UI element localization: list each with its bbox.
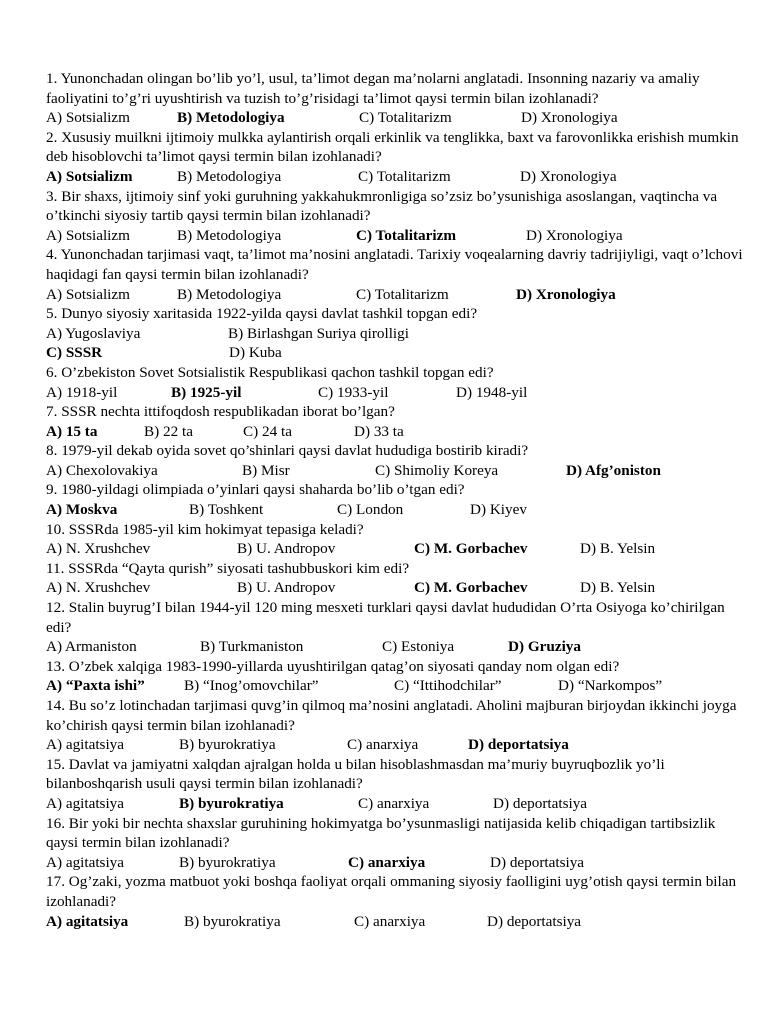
answer-option: A) Chexolovakiya (46, 461, 158, 479)
correct-answer-option: D) deportatsiya (468, 736, 569, 754)
question-text: 4. Yunonchadan tarjimasi vaqt, ta’limot ma’nosini anglatadi. Tarixiy voqealarning davriy tadrijiyligi, vaqt o’lchovi haqidagi fan qaysi termin bilan izohlanadi? (46, 246, 743, 283)
answer-option: C) 1933-yil (318, 383, 389, 401)
answer-option: A) agitatsiya (46, 794, 125, 812)
question-text: 9. 1980-yildagi olimpiada o’yinlari qaysi shaharda bo’lib o’tgan edi? (46, 481, 465, 499)
question-text: 6. O’zbekiston Sovet Sotsialistik Respublikasi qachon tashkil topgan edi? (46, 363, 494, 381)
answer-option: C) anarxiya (358, 794, 430, 812)
answer-option: B) “Inog’omovchilar” (184, 677, 319, 695)
correct-answer-option: D) Afg’oniston (566, 461, 661, 479)
answer-option: B) Metodologiya (177, 285, 282, 303)
answer-option: B) byurokratiya (179, 736, 276, 754)
answer-option: A) 1918-yil (46, 383, 118, 401)
test-document (46, 69, 746, 931)
answer-options (46, 383, 746, 403)
answer-options (46, 578, 746, 598)
answer-options (46, 637, 746, 657)
answer-option: D) B. Yelsin (580, 579, 656, 597)
answer-option: D) Xronologiya (526, 226, 623, 244)
answer-option: A) agitatsiya (46, 736, 125, 754)
answer-options (46, 912, 746, 932)
answer-option: D) 33 ta (354, 422, 404, 440)
question-text: 7. SSSR nechta ittifoqdosh respublikadan iborat bo’lgan? (46, 403, 395, 421)
answer-option: A) N. Xrushchev (46, 540, 151, 558)
answer-options (46, 108, 746, 128)
correct-answer-option: A) Moskva (46, 501, 118, 519)
answer-option: D) Kuba (229, 344, 282, 362)
answer-option: B) U. Andropov (237, 540, 336, 558)
answer-options (46, 735, 746, 755)
answer-option: D) “Narkompos” (558, 677, 663, 695)
answer-options (46, 285, 746, 305)
correct-answer-option: C) SSSR (46, 344, 103, 362)
answer-options (46, 167, 746, 187)
correct-answer-option: C) Totalitarizm (356, 226, 456, 244)
answer-option: D) Xronologiya (520, 167, 617, 185)
correct-answer-option: C) anarxiya (348, 853, 426, 871)
answer-option: D) deportatsiya (490, 853, 585, 871)
answer-options (46, 324, 746, 344)
answer-option: C) Totalitarizm (358, 167, 451, 185)
question-text: 3. Bir shaxs, ijtimoiy sinf yoki guruhning yakkahukmronligiga so’zsiz bo’ysunishiga asoslangan, vaqtincha va o’tkinchi siyosiy tartib qaysi termin bilan izohlanadi? (46, 187, 718, 225)
answer-option: B) U. Andropov (237, 579, 336, 597)
answer-option: A) Armaniston (46, 638, 137, 656)
question-text: 2. Xususiy muilkni ijtimoiy mulkka aylantirish orqali erkinlik va tenglikka, baxt va farovonlikka erishish mumkin deb hisoblovchi ta’limot qaysi termin bilan izohlanadi? (46, 128, 739, 166)
answer-option: B) byurokratiya (184, 912, 281, 930)
answer-options (46, 343, 746, 363)
answer-option: B) Metodologiya (177, 226, 282, 244)
answer-option: B) Misr (242, 461, 290, 479)
correct-answer-option: A) Sotsializm (46, 167, 133, 185)
answer-options (46, 422, 746, 442)
correct-answer-option: C) M. Gorbachev (414, 540, 528, 558)
correct-answer-option: D) Xronologiya (516, 285, 616, 303)
answer-option: D) Xronologiya (521, 109, 618, 127)
answer-option: B) 22 ta (144, 422, 193, 440)
answer-option: B) Toshkent (189, 501, 264, 519)
answer-option: C) Totalitarizm (356, 285, 449, 303)
answer-options (46, 539, 746, 559)
question-text: 8. 1979-yil dekab oyida sovet qo’shinlari qaysi davlat hududiga bostirib kiradi? (46, 442, 529, 460)
answer-option: C) anarxiya (347, 736, 419, 754)
answer-option: B) Birlashgan Suriya qirolligi (228, 324, 409, 342)
answer-option: C) Totalitarizm (359, 109, 452, 127)
answer-option: C) “Ittihodchilar” (394, 677, 502, 695)
question-text: 11. SSSRda “Qayta qurish” siyosati tashubbuskori kim edi? (46, 559, 410, 577)
answer-option: A) Sotsializm (46, 109, 130, 127)
answer-option: D) 1948-yil (456, 383, 528, 401)
answer-option: D) Kiyev (470, 501, 527, 519)
answer-option: A) N. Xrushchev (46, 579, 151, 597)
correct-answer-option: B) Metodologiya (177, 109, 285, 127)
answer-option: C) Estoniya (382, 638, 455, 656)
question-text: 17. Og’zaki, yozma matbuot yoki boshqa faoliyat orqali ommaning siyosiy faolligini uyg’otish qaysi termin bilan izohlanadi? (46, 873, 737, 910)
answer-option: C) anarxiya (354, 912, 426, 930)
question-text: 12. Stalin buyrug’I bilan 1944-yil 120 ming mesxeti turklari qaysi davlat hududidan O’rta Osiyoga ko’chirilgan edi? (46, 599, 725, 636)
question-text: 15. Davlat va jamiyatni xalqdan ajralgan holda u bilan hisoblashmasdan ma’muriy buyruqbozlik yo’li bilanboshqarish usuli qaysi termin bilan izohlanadi? (46, 755, 665, 793)
answer-option: A) Yugoslaviya (46, 324, 141, 342)
answer-option: D) B. Yelsin (580, 540, 656, 558)
answer-option: D) deportatsiya (493, 794, 588, 812)
question-text: 14. Bu so’z lotinchadan tarjimasi quvg’in qilmoq ma’nosini anglatadi. Aholini majburan birjoydan ikkinchi joyga ko’chirish qaysi termin bilan izohlanadi? (46, 697, 737, 734)
question-text: 1. Yunonchadan olingan bo’lib yo’l, usul, ta’limot degan ma’nolarni anglatadi. Insonning nazariy va amaliy faoliyatini to’g’ri uyushtirish va tuzish to’g’risidagi ta’limot qaysi termin bilan izohlanadi? (46, 70, 700, 107)
answer-option: A) Sotsializm (46, 226, 130, 244)
answer-option: B) Metodologiya (177, 167, 282, 185)
correct-answer-option: D) Gruziya (508, 638, 581, 656)
answer-option: C) 24 ta (243, 422, 292, 440)
answer-option: B) Turkmaniston (200, 638, 304, 656)
answer-options (46, 853, 746, 873)
correct-answer-option: A) agitatsiya (46, 912, 129, 930)
answer-options (46, 500, 746, 520)
answer-option: A) Sotsializm (46, 285, 130, 303)
correct-answer-option: A) 15 ta (46, 422, 98, 440)
correct-answer-option: B) 1925-yil (171, 383, 242, 401)
question-text: 13. O’zbek xalqiga 1983-1990-yillarda uyushtirilgan qatag’on siyosati qanday nom olgan edi? (46, 657, 620, 675)
correct-answer-option: A) “Paxta ishi” (46, 677, 145, 695)
answer-options (46, 676, 746, 696)
correct-answer-option: B) byurokratiya (179, 794, 284, 812)
answer-option: A) agitatsiya (46, 853, 125, 871)
answer-options (46, 226, 746, 246)
answer-option: B) byurokratiya (179, 853, 276, 871)
correct-answer-option: C) M. Gorbachev (414, 579, 528, 597)
question-text: 10. SSSRda 1985-yil kim hokimyat tepasiga keladi? (46, 520, 364, 538)
answer-options (46, 461, 746, 481)
answer-options (46, 794, 746, 814)
question-text: 5. Dunyo siyosiy xaritasida 1922-yilda qaysi davlat tashkil topgan edi? (46, 305, 478, 323)
answer-option: C) London (337, 501, 404, 519)
answer-option: C) Shimoliy Koreya (375, 461, 499, 479)
question-text: 16. Bir yoki bir nechta shaxslar guruhining hokimyatga bo’ysunmasligi natijasida kelib chiqadigan tartibsizlik qaysi termin bilan izohlanadi? (46, 814, 716, 852)
answer-option: D) deportatsiya (487, 912, 582, 930)
